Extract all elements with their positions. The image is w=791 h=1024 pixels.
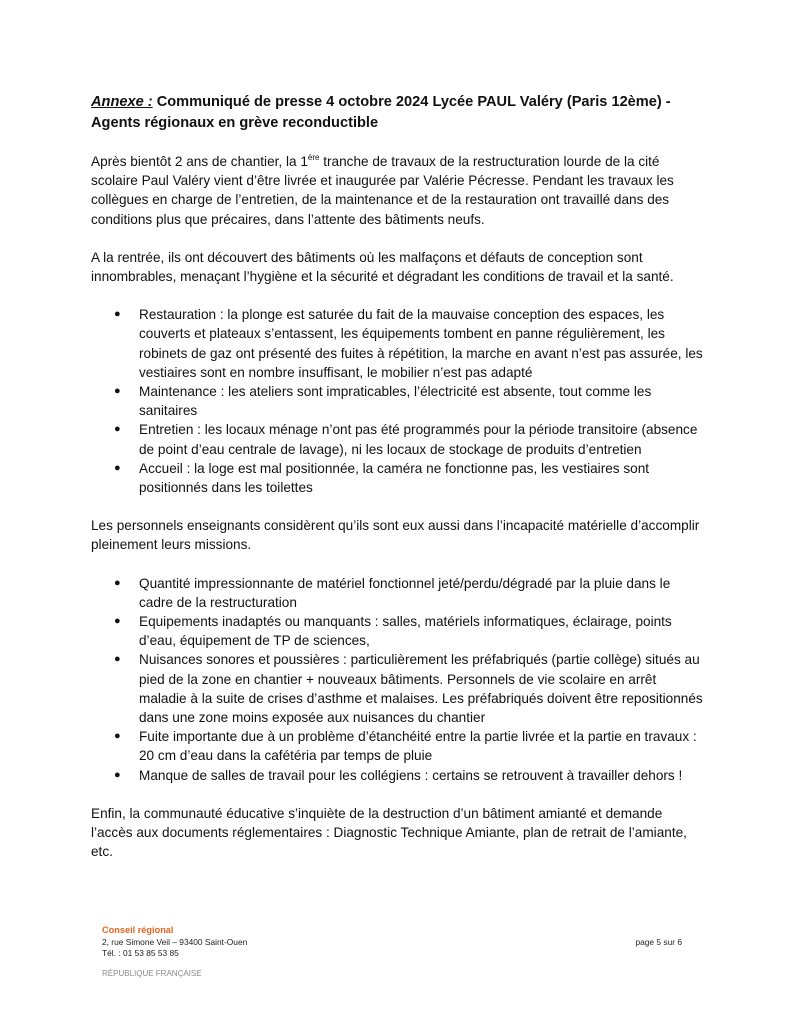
list-item-text: Maintenance : les ateliers sont impraticables, l’électricité est absente, tout comme les sanitaires [139,384,652,419]
bullet-icon: ● [114,615,121,628]
page-footer [102,925,682,979]
footer-address-row [102,937,682,949]
list-item [91,420,703,458]
list-item [91,574,703,612]
list-item-text: Restauration : la plonge est saturée du fait de la mauvaise conception des espaces, les couverts et plateaux s’entassent, les équipements tombent en panne régulièrement, les robinets de gaz ont présenté des fuites à répétition, la marche en avant n’est pas assurée, les vestiaires sont en nombre insuffisant, le mobilier n’est pas adapté [139,307,703,380]
list-item [91,727,703,765]
bullet-icon: ● [114,576,121,589]
document-title [91,92,703,134]
footer-republique: RÉPUBLIQUE FRANÇAISE [102,968,202,978]
bullet-icon: ● [114,653,121,666]
list-item-text: Accueil : la loge est mal positionnée, la caméra ne fonctionne pas, les vestiaires sont positionnés dans les toilettes [139,460,650,496]
title-text: Communiqué de presse 4 octobre 2024 Lycée PAUL Valéry (Paris 12ème) - Agents régionaux en grève reconductible [91,94,671,131]
bullet-icon: ● [114,461,121,474]
list-item-text: Quantité impressionnante de matériel fonctionnel jeté/perdu/dégradé par la pluie dans le cadre de la restructuration [139,575,671,610]
footer-phone: Tél. : 01 53 85 53 85 [102,948,179,958]
bullet-icon: ● [114,385,121,398]
list-item [91,612,703,650]
intro-text-end: tranche de travaux de la restructuration lourde de la cité scolaire Paul Valéry vient d’être livrée et inaugurée par Valérie Pécresse. Pendant les travaux les collègues en charge de l’entretien, de la maintenance et de la restauration ont travaillé dans des conditions plus que précaires, dans l’attente des bâtiments neufs. [91,154,674,227]
document-page [91,92,703,881]
list-item [91,766,703,785]
list-item [91,305,703,382]
list-item-text: Nuisances sonores et poussières : particulièrement les préfabriqués (partie collège) situés au pied de la zone en chantier + nouveaux bâtiments. Personnels de vie scolaire en arrêt maladie à la suite de crises d’asthme et malaises. Les préfabriqués doivent être repositionnés dans une zone moins exposée aux nuisances du chantier [139,652,703,726]
intro-text-start: Après bientôt 2 ans de chantier, la 1 [91,154,308,169]
list-item [91,382,703,420]
footer-address: 2, rue Simone Veil – 93400 Saint-Ouen [102,936,248,947]
conclusion-paragraph: Enfin, la communauté éducative s’inquiète de la destruction d’un bâtiment amianté et demande l’accès aux documents réglementaires : Diagnostic Technique Amiante, plan de retrait de l’amiante, etc. [91,805,687,860]
intro-paragraph [91,152,703,229]
list-item [91,459,703,497]
footer-organization: Conseil régional [102,925,174,935]
superscript-ere: ère [307,153,320,162]
list-item-text: Equipements inadaptés ou manquants : salles, matériels informatiques, éclairage, points d’eau, équipement de TP de sciences, [139,614,672,649]
list-item [91,650,703,727]
bullet-icon: ● [114,730,121,743]
rentree-paragraph: A la rentrée, ils ont découvert des bâtiments où les malfaçons et défauts de conception sont innombrables, menaçant l’hygiène et la sécurité et dégradant les conditions de travail et la santé. [91,249,674,285]
annexe-label: Annexe : [91,94,153,110]
bullet-icon: ● [114,768,121,781]
agents-issues-list [91,305,703,497]
bullet-icon: ● [114,423,121,436]
list-item-text: Manque de salles de travail pour les collégiens : certains se retrouvent à travailler dehors ! [139,767,683,783]
teachers-issues-list [91,574,703,785]
page-number: page 5 sur 6 [635,936,682,947]
bullet-icon: ● [114,308,121,321]
list-item-text: Entretien : les locaux ménage n’ont pas été programmés pour la période transitoire (absence de point d’eau centrale de lavage), ni les locaux de stockage de produits d’entretien [139,422,698,457]
list-item-text: Fuite importante due à un problème d’étanchéité entre la partie livrée et la partie en travaux : 20 cm d’eau dans la cafétéria par temps de pluie [139,729,697,764]
enseignants-paragraph: Les personnels enseignants considèrent qu’ils sont eux aussi dans l’incapacité matérielle d’accomplir pleinement leurs missions. [91,518,700,553]
